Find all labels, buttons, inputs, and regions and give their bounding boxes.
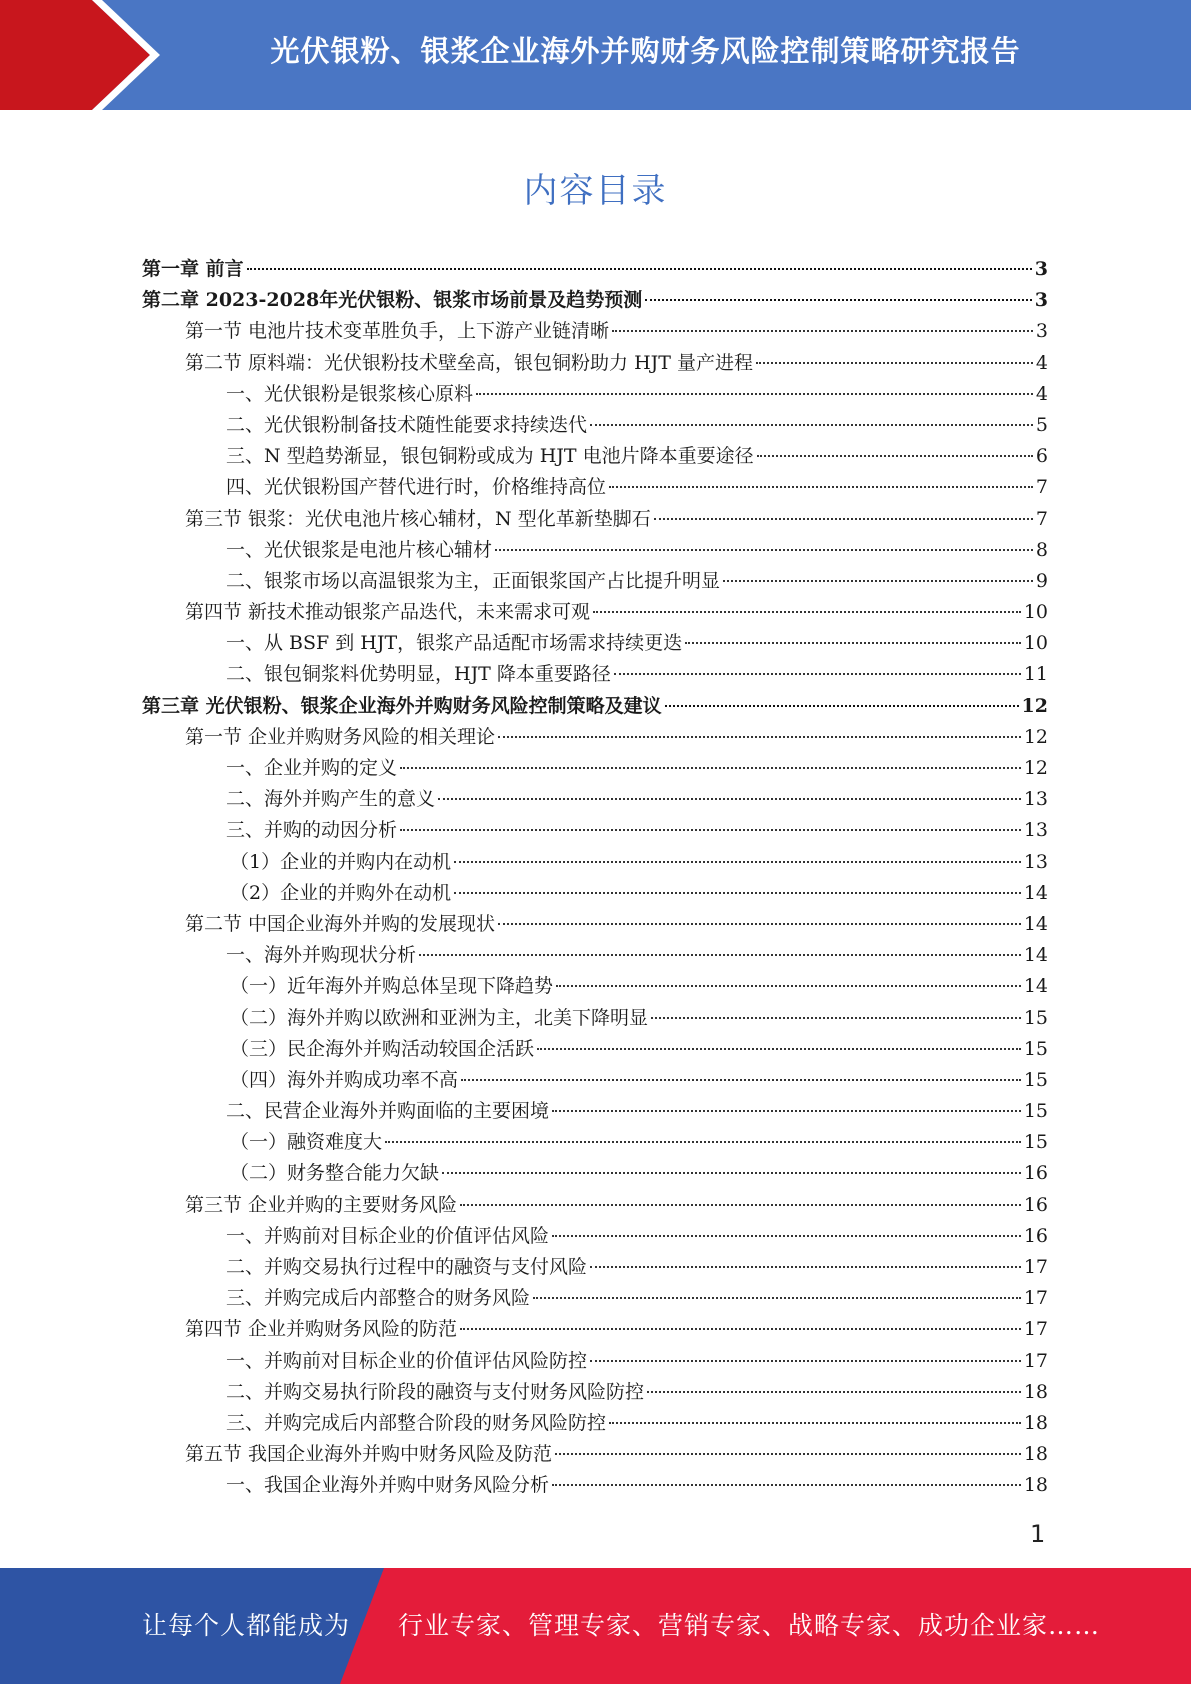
- toc-dot-leader: [685, 642, 1021, 644]
- toc-entry-page: 10: [1023, 601, 1048, 624]
- toc-heading: 内容目录: [523, 171, 668, 211]
- toc-entry[interactable]: [142, 566, 1048, 597]
- toc-entry-page: 16: [1023, 1162, 1048, 1185]
- toc-entry[interactable]: [142, 1034, 1048, 1065]
- toc-entry-page: 6: [1035, 445, 1048, 468]
- toc-entry[interactable]: [142, 1346, 1048, 1377]
- toc-entry-page: 15: [1023, 1006, 1048, 1029]
- toc-entry-label: （二）财务整合能力欠缺: [230, 1162, 440, 1185]
- toc-entry-page: 3: [1035, 320, 1048, 343]
- report-title: 光伏银粉、银浆企业海外并购财务风险控制策略研究报告: [270, 34, 1021, 68]
- toc-dot-leader: [645, 299, 1032, 301]
- toc-entry-label: 一、我国企业海外并购中财务风险分析: [226, 1474, 550, 1497]
- toc-dot-leader: [460, 1328, 1021, 1330]
- toc-entry[interactable]: [142, 1003, 1048, 1034]
- toc-entry[interactable]: [142, 285, 1048, 316]
- toc-entry-label: 三、并购的动因分析: [226, 819, 398, 842]
- toc-entry-label: 一、并购前对目标企业的价值评估风险防控: [226, 1349, 588, 1372]
- toc-entry-label: 第一章 前言: [142, 258, 244, 280]
- toc-entry[interactable]: [142, 1439, 1048, 1470]
- toc-dot-leader: [612, 330, 1033, 332]
- toc-entry[interactable]: [142, 1127, 1048, 1158]
- toc-entry[interactable]: [142, 379, 1048, 410]
- toc-entry[interactable]: [142, 535, 1048, 566]
- page-footer: [0, 1568, 1191, 1684]
- toc-entry-page: 3: [1034, 289, 1048, 312]
- toc-dot-leader: [442, 1172, 1021, 1174]
- toc-entry-label: 第三节 企业并购的主要财务风险: [185, 1193, 458, 1216]
- toc-entry-page: 8: [1035, 538, 1048, 561]
- toc-entry-label: 二、银浆市场以高温银浆为主，正面银浆国产占比提升明显: [226, 569, 721, 592]
- toc-entry[interactable]: [142, 815, 1048, 846]
- toc-entry[interactable]: [142, 316, 1048, 347]
- toc-entry-page: 12: [1021, 694, 1048, 717]
- toc-entry[interactable]: [142, 691, 1048, 722]
- page-header: [0, 0, 1191, 110]
- toc-entry[interactable]: [142, 410, 1048, 441]
- toc-entry-page: 15: [1023, 1100, 1048, 1123]
- toc-dot-leader: [590, 1360, 1021, 1362]
- toc-dot-leader: [476, 393, 1033, 395]
- toc-entry[interactable]: [142, 472, 1048, 503]
- toc-entry-page: 9: [1035, 569, 1048, 592]
- toc-entry[interactable]: [142, 971, 1048, 1002]
- toc-entry[interactable]: [142, 1221, 1048, 1252]
- toc-entry-page: 4: [1035, 382, 1048, 405]
- toc-entry-label: 二、并购交易执行过程中的融资与支付风险: [226, 1256, 588, 1278]
- toc-entry-label: 一、从 BSF 到 HJT，银浆产品适配市场需求持续更迭: [226, 632, 683, 655]
- toc-entry-page: 18: [1023, 1474, 1048, 1497]
- toc-entry[interactable]: [142, 847, 1048, 878]
- toc-entry-label: 一、光伏银粉是银浆核心原料: [226, 382, 474, 405]
- toc-entry-label: 三、并购完成后内部整合阶段的财务风险防控: [226, 1411, 607, 1434]
- toc-entry-label: 二、银包铜浆料优势明显，HJT 降本重要路径: [226, 663, 611, 686]
- toc-entry-page: 14: [1023, 944, 1048, 967]
- toc-entry-page: 17: [1023, 1256, 1048, 1278]
- toc-entry[interactable]: [142, 753, 1048, 784]
- toc-entry[interactable]: [142, 628, 1048, 659]
- toc-entry-label: 第一节 电池片技术变革胜负手，上下游产业链清晰: [185, 320, 610, 343]
- toc-dot-leader: [400, 829, 1021, 831]
- toc-entry-label: 二、海外并购产生的意义: [226, 788, 436, 811]
- toc-dot-leader: [609, 486, 1033, 488]
- toc-entry-label: 第五节 我国企业海外并购中财务风险及防范: [185, 1443, 553, 1466]
- toc-entry[interactable]: [142, 1283, 1048, 1314]
- toc-dot-leader: [723, 580, 1033, 582]
- toc-dot-leader: [419, 954, 1021, 956]
- toc-entry-page: 13: [1023, 788, 1048, 811]
- toc-entry-page: 12: [1023, 757, 1048, 779]
- toc-entry[interactable]: [142, 1096, 1048, 1127]
- toc-entry[interactable]: [142, 1470, 1048, 1501]
- toc-entry-page: 10: [1023, 632, 1048, 655]
- toc-dot-leader: [647, 1391, 1021, 1393]
- toc-entry-page: 13: [1023, 819, 1048, 842]
- toc-dot-leader: [438, 798, 1021, 800]
- toc-entry-page: 17: [1023, 1349, 1048, 1372]
- toc-entry-label: 三、N 型趋势渐显，银包铜粉或成为 HJT 电池片降本重要途径: [226, 445, 754, 468]
- toc-entry-page: 17: [1023, 1287, 1048, 1310]
- toc-entry-label: 四、光伏银粉国产替代进行时，价格维持高位: [226, 476, 607, 499]
- toc-dot-leader: [590, 1266, 1021, 1268]
- toc-entry-label: 二、光伏银粉制备技术随性能要求持续迭代: [226, 413, 588, 436]
- toc-entry[interactable]: [142, 1158, 1048, 1189]
- toc-entry[interactable]: [142, 1252, 1048, 1283]
- toc-dot-leader: [651, 1017, 1021, 1019]
- toc-entry-label: （1）企业的并购内在动机: [230, 850, 452, 873]
- toc-dot-leader: [593, 611, 1021, 613]
- toc-entry[interactable]: [142, 1190, 1048, 1221]
- toc-dot-leader: [495, 549, 1033, 551]
- page-number: 1: [1030, 1520, 1046, 1548]
- toc-dot-leader: [555, 1453, 1021, 1455]
- toc-entry[interactable]: [142, 1314, 1048, 1345]
- header-red-arrow-shape: [0, 0, 150, 110]
- toc-entry-page: 18: [1023, 1443, 1048, 1466]
- toc-dot-leader: [400, 767, 1021, 769]
- toc-entry-label: 一、海外并购现状分析: [226, 944, 417, 967]
- toc-dot-leader: [454, 861, 1021, 863]
- toc-entry-label: （三）民企海外并购活动较国企活跃: [230, 1037, 535, 1060]
- toc-entry-page: 14: [1023, 881, 1048, 904]
- toc-entry[interactable]: [142, 441, 1048, 472]
- toc-entry[interactable]: [142, 940, 1048, 971]
- toc-entry[interactable]: [142, 348, 1048, 379]
- toc-entry-label: 第二章 2023-2028年光伏银粉、银浆市场前景及趋势预测: [142, 289, 643, 312]
- toc-entry[interactable]: [142, 254, 1048, 285]
- toc-dot-leader: [247, 268, 1032, 270]
- toc-entry-page: 16: [1023, 1193, 1048, 1216]
- toc-dot-leader: [454, 892, 1021, 894]
- toc-dot-leader: [590, 424, 1033, 426]
- toc-entry-label: 二、并购交易执行阶段的融资与支付财务风险防控: [226, 1380, 645, 1403]
- toc-entry[interactable]: [142, 1065, 1048, 1096]
- toc-dot-leader: [460, 1204, 1021, 1206]
- toc-dot-leader: [614, 673, 1021, 675]
- toc-dot-leader: [552, 1235, 1021, 1237]
- toc-dot-leader: [756, 362, 1033, 364]
- toc-entry-page: 15: [1023, 1131, 1048, 1154]
- toc-entry-page: 18: [1023, 1411, 1048, 1434]
- toc-entry-label: 一、并购前对目标企业的价值评估风险: [226, 1224, 550, 1247]
- toc-dot-leader: [533, 1297, 1021, 1299]
- toc-entry[interactable]: [142, 1377, 1048, 1408]
- toc-entry-label: 第四节 企业并购财务风险的防范: [185, 1318, 458, 1341]
- toc-entry-label: 第一节 企业并购财务风险的相关理论: [185, 725, 496, 748]
- toc-dot-leader: [498, 736, 1021, 738]
- toc-entry-page: 4: [1035, 351, 1048, 374]
- toc-dot-leader: [552, 1484, 1021, 1486]
- toc-dot-leader: [609, 1422, 1021, 1424]
- toc-dot-leader: [537, 1048, 1021, 1050]
- toc-entry-page: 7: [1035, 476, 1048, 499]
- toc-dot-leader: [461, 1079, 1021, 1081]
- toc-entry-page: 18: [1023, 1380, 1048, 1403]
- toc-entry[interactable]: [142, 659, 1048, 690]
- toc-entry-page: 14: [1023, 975, 1048, 998]
- toc-entry-label: 三、并购完成后内部整合的财务风险: [226, 1287, 531, 1310]
- toc-entry-label: （二）海外并购以欧洲和亚洲为主，北美下降明显: [230, 1006, 649, 1029]
- toc-dot-leader: [552, 1110, 1021, 1112]
- toc-entry[interactable]: [142, 722, 1048, 753]
- toc-entry[interactable]: [142, 1408, 1048, 1439]
- toc-dot-leader: [654, 518, 1033, 520]
- toc-entry-page: 15: [1023, 1068, 1048, 1091]
- toc-dot-leader: [556, 985, 1021, 987]
- toc-entry-label: 一、企业并购的定义: [226, 757, 398, 779]
- toc-entry[interactable]: [142, 878, 1048, 909]
- toc-entry-page: 16: [1023, 1224, 1048, 1247]
- toc-entry-page: 13: [1023, 850, 1048, 873]
- toc-entry-label: （一）融资难度大: [230, 1131, 383, 1154]
- toc-entry-label: 第三章 光伏银粉、银浆企业海外并购财务风险控制策略及建议: [142, 694, 662, 717]
- toc-entry-label: 二、民营企业海外并购面临的主要困境: [226, 1100, 550, 1123]
- toc-entry-label: （一）近年海外并购总体呈现下降趋势: [230, 975, 554, 998]
- footer-slogan-right: 行业专家、管理专家、营销专家、战略专家、成功企业家……: [398, 1611, 1101, 1640]
- toc-entry-label: 第四节 新技术推动银浆产品迭代，未来需求可观: [185, 601, 591, 624]
- toc-entry-label: 第二节 中国企业海外并购的发展现状: [185, 912, 496, 935]
- toc-entry-page: 3: [1034, 258, 1048, 280]
- toc-dot-leader: [385, 1141, 1021, 1143]
- toc-entry-page: 5: [1035, 413, 1048, 436]
- toc-entry-label: （2）企业的并购外在动机: [230, 881, 452, 904]
- toc-dot-leader: [665, 705, 1019, 707]
- toc-entry-page: 12: [1023, 725, 1048, 748]
- toc-entry[interactable]: [142, 597, 1048, 628]
- footer-slogan-left: 让每个人都能成为: [142, 1611, 351, 1640]
- toc-entry-label: 一、光伏银浆是电池片核心辅材: [226, 538, 493, 561]
- toc-entry[interactable]: [142, 784, 1048, 815]
- toc-entry-label: 第三节 银浆：光伏电池片核心辅材，N 型化革新垫脚石: [185, 507, 651, 530]
- toc-entry[interactable]: [142, 909, 1048, 940]
- toc-entry-page: 17: [1023, 1318, 1048, 1341]
- toc-dot-leader: [498, 923, 1021, 925]
- toc-entry-page: 15: [1023, 1037, 1048, 1060]
- toc-dot-leader: [757, 455, 1033, 457]
- toc-entry-page: 7: [1035, 507, 1048, 530]
- table-of-contents: [142, 254, 1048, 1502]
- toc-entry-label: 第二节 原料端：光伏银粉技术壁垒高，银包铜粉助力 HJT 量产进程: [185, 351, 753, 374]
- toc-entry-page: 14: [1023, 912, 1048, 935]
- toc-entry-page: 11: [1023, 663, 1048, 686]
- toc-entry-label: （四）海外并购成功率不高: [230, 1068, 459, 1091]
- toc-entry[interactable]: [142, 504, 1048, 535]
